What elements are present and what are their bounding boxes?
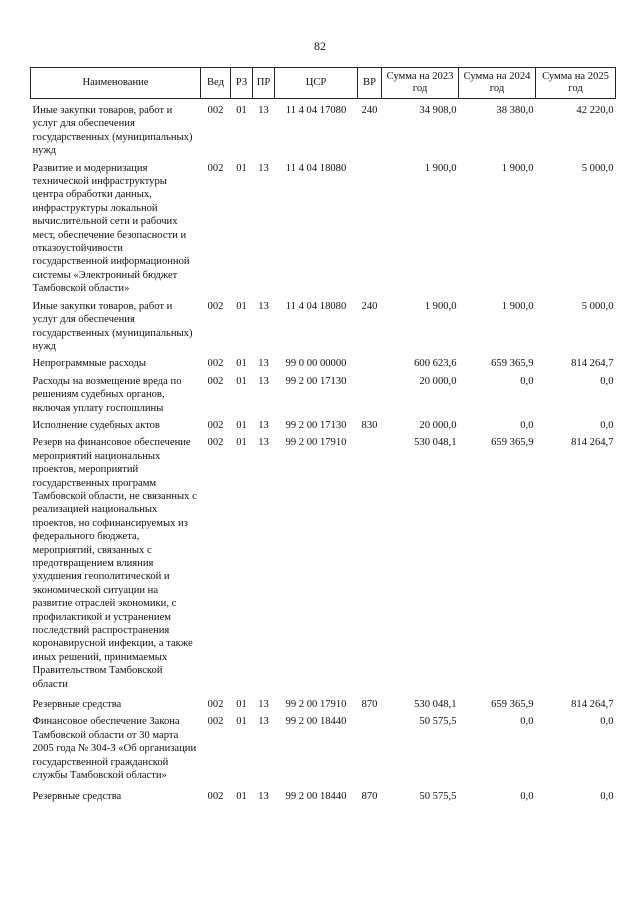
table-row [31, 783, 616, 803]
row-name: Развитие и модернизация технической инфраструктуры центра обработки данных, инфраструктуры локальной вычислительной сети и рабочих мест, обеспечение безопасности и отказоустойчивости государственной информационной системы «Электронный бюджет Тамбовской области» [32, 162, 190, 295]
budget-table [30, 67, 616, 803]
row-sum-2024: 659 365,9 [491, 699, 534, 711]
row-ved: 002 [207, 790, 224, 802]
row-pr: 13 [258, 375, 269, 387]
row-pr: 13 [258, 699, 269, 711]
row-sum-2023: 50 575,5 [419, 716, 457, 728]
table-row [31, 371, 616, 415]
row-ved: 002 [207, 419, 224, 431]
row-rz: 01 [236, 162, 247, 174]
row-ved: 002 [207, 105, 224, 116]
row-sum-2025: 814 264,7 [571, 699, 614, 711]
row-rz: 01 [236, 300, 247, 312]
row-sum-2025: 814 264,7 [571, 437, 614, 449]
header-ved: Вед [201, 68, 231, 99]
header-name: Наименование [31, 68, 201, 99]
row-rz: 01 [236, 790, 247, 802]
table-row [31, 711, 616, 782]
row-ved: 002 [207, 358, 224, 370]
page-number: 82 [314, 39, 326, 53]
row-sum-2024: 38 380,0 [496, 105, 534, 116]
row-csr: 99 2 00 17910 [285, 437, 347, 449]
header-pr: ПР [253, 68, 275, 99]
row-name: Резервные средства [32, 699, 122, 711]
row-sum-2023: 20 000,0 [419, 375, 457, 387]
row-sum-2025: 5 000,0 [581, 162, 614, 174]
row-pr: 13 [258, 358, 269, 370]
row-vr: 870 [361, 699, 378, 711]
row-pr: 13 [258, 162, 269, 174]
row-vr [358, 353, 382, 370]
table-header-row [31, 68, 616, 99]
row-pr: 13 [258, 437, 269, 449]
row-ved: 002 [207, 162, 224, 174]
header-vr: ВР [358, 68, 382, 99]
row-csr: 99 2 00 17130 [285, 375, 347, 387]
row-rz: 01 [236, 699, 247, 711]
row-csr: 99 2 00 18440 [285, 716, 347, 728]
table-row [31, 158, 616, 296]
row-sum-2024: 0,0 [520, 716, 534, 728]
row-vr: 240 [361, 300, 378, 312]
header-csr: ЦСР [275, 68, 358, 99]
table-row [31, 432, 616, 691]
row-sum-2023: 50 575,5 [419, 790, 457, 802]
header-sum-2025: Сумма на 2025 год [536, 68, 616, 99]
row-sum-2025: 0,0 [600, 375, 614, 387]
row-sum-2023: 530 048,1 [414, 437, 457, 449]
row-vr [358, 158, 382, 296]
row-rz: 01 [236, 358, 247, 370]
row-rz: 01 [236, 437, 247, 449]
row-pr: 13 [258, 790, 269, 802]
header-rz: РЗ [231, 68, 253, 99]
row-sum-2025: 0,0 [600, 419, 614, 431]
row-sum-2023: 20 000,0 [419, 419, 457, 431]
table-row [31, 99, 616, 158]
row-name: Резерв на финансовое обеспечение мероприятий национальных проектов, мероприятий государственных программ Тамбовской области, не связанных с реализацией национальных проектов, но софинансируемых из федерального бюджета, мероприятий, связанных с предотвращением влияния ухудшения геополитической и экономической ситуации на развитие отраслей экономики, с профилактикой и устранением последствий распространения коронавирусной инфекции, а также иных решений, принимаемых Правительством Тамбовской области [32, 437, 197, 690]
row-sum-2025: 0,0 [600, 716, 614, 728]
row-sum-2023: 1 900,0 [424, 300, 457, 312]
row-sum-2024: 659 365,9 [491, 358, 534, 370]
row-sum-2024: 0,0 [520, 419, 534, 431]
row-vr: 870 [361, 790, 378, 802]
row-vr [358, 371, 382, 415]
row-rz: 01 [236, 105, 247, 116]
row-pr: 13 [258, 105, 269, 116]
row-sum-2025: 814 264,7 [571, 358, 614, 370]
row-sum-2025: 5 000,0 [581, 300, 614, 312]
row-name: Расходы на возмещение вреда по решениям судебных органов, включая уплату госпошлины [32, 375, 182, 414]
row-csr: 11 4 04 17080 [285, 105, 347, 116]
row-ved: 002 [207, 699, 224, 711]
row-ved: 002 [207, 300, 224, 312]
table-row [31, 353, 616, 370]
row-name: Непрограммные расходы [32, 358, 146, 370]
row-sum-2023: 1 900,0 [424, 162, 457, 174]
row-csr: 99 2 00 17910 [285, 699, 347, 711]
row-rz: 01 [236, 375, 247, 387]
row-vr [358, 711, 382, 782]
table-row [31, 691, 616, 711]
row-name: Исполнение судебных актов [32, 419, 160, 431]
row-ved: 002 [207, 716, 224, 728]
row-sum-2024: 1 900,0 [501, 300, 534, 312]
row-sum-2023: 530 048,1 [414, 699, 457, 711]
header-sum-2023: Сумма на 2023 год [382, 68, 459, 99]
row-csr: 11 4 04 18080 [285, 300, 347, 312]
row-sum-2024: 1 900,0 [501, 162, 534, 174]
row-sum-2023: 34 908,0 [419, 105, 457, 116]
row-csr: 99 0 00 00000 [285, 358, 347, 370]
row-name: Резервные средства [32, 790, 122, 802]
row-pr: 13 [258, 300, 269, 312]
row-sum-2024: 659 365,9 [491, 437, 534, 449]
row-sum-2024: 0,0 [520, 790, 534, 802]
row-pr: 13 [258, 419, 269, 431]
row-sum-2025: 42 220,0 [576, 105, 614, 116]
row-sum-2024: 0,0 [520, 375, 534, 387]
row-ved: 002 [207, 437, 224, 449]
row-csr: 11 4 04 18080 [285, 162, 347, 174]
table-row [31, 296, 616, 354]
row-rz: 01 [236, 716, 247, 728]
table-row [31, 415, 616, 432]
row-name: Финансовое обеспечение Закона Тамбовской области от 30 марта 2005 года № 304-З «Об организации государственной гражданской службы Тамбовской области» [32, 716, 197, 782]
row-csr: 99 2 00 18440 [285, 790, 347, 802]
row-vr: 830 [361, 419, 378, 431]
row-rz: 01 [236, 419, 247, 431]
row-name: Иные закупки товаров, работ и услуг для обеспечения государственных (муниципальных) нужд [32, 105, 193, 157]
row-sum-2023: 600 623,6 [414, 358, 457, 370]
row-ved: 002 [207, 375, 224, 387]
row-sum-2025: 0,0 [600, 790, 614, 802]
header-sum-2024: Сумма на 2024 год [459, 68, 536, 99]
row-pr: 13 [258, 716, 269, 728]
row-name: Иные закупки товаров, работ и услуг для обеспечения государственных (муниципальных) нужд [32, 300, 193, 352]
row-vr [358, 432, 382, 691]
row-csr: 99 2 00 17130 [285, 419, 347, 431]
row-vr: 240 [361, 105, 378, 116]
